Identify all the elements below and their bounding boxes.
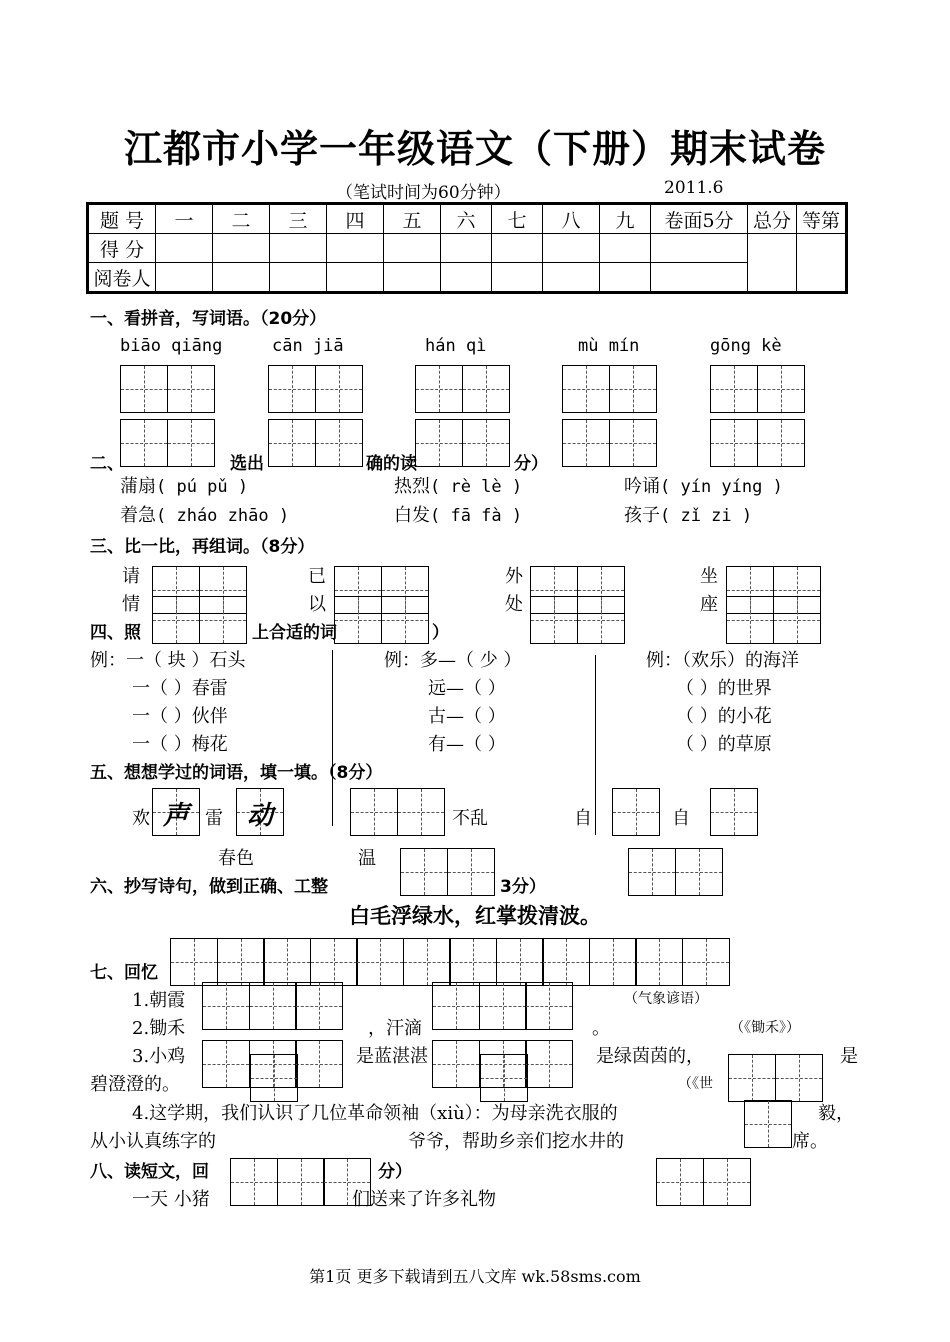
- answer-grid[interactable]: [415, 365, 510, 413]
- idiom-grid[interactable]: [236, 788, 284, 836]
- recall-line: 是绿茵茵的，: [596, 1046, 704, 1067]
- score-cell[interactable]: [492, 234, 543, 263]
- grader-cell[interactable]: [441, 263, 492, 292]
- idiom-char: 自: [574, 808, 592, 829]
- section-8-heading-part: 分）: [378, 1162, 412, 1182]
- idiom-char: 欢: [132, 808, 150, 829]
- fill-item[interactable]: 有—（ ）: [428, 734, 506, 755]
- recall-line: 2.锄禾: [132, 1018, 186, 1039]
- compare-char: 外: [505, 566, 523, 587]
- col-header: 二: [213, 205, 270, 234]
- fill-example: 例：一（ 块 ）石头: [90, 650, 246, 671]
- answer-grid[interactable]: [530, 596, 625, 644]
- idiom-char: 温: [358, 848, 376, 869]
- grader-cell[interactable]: [543, 263, 600, 292]
- idiom-grid[interactable]: [710, 788, 758, 836]
- row-header: 得 分: [89, 234, 156, 263]
- fill-item[interactable]: 一（ ）梅花: [132, 734, 228, 755]
- score-cell[interactable]: [213, 234, 270, 263]
- word: 孩子: [624, 505, 660, 526]
- col-header: 四: [327, 205, 384, 234]
- score-header-row: [89, 205, 846, 234]
- fill-example: 例：多—（ 少 ）: [384, 650, 522, 671]
- section-5-heading: 五、想想学过的词语，填一填。（8分）: [90, 763, 383, 783]
- col-header: 一: [156, 205, 213, 234]
- recall-line: 是: [840, 1046, 858, 1067]
- recall-line: 毅，: [818, 1103, 854, 1124]
- recall-line: 3.小鸡: [132, 1046, 186, 1067]
- recall-grid[interactable]: [202, 982, 343, 1030]
- answer-grid[interactable]: [268, 365, 363, 413]
- source-note: （气象谚语）: [624, 991, 708, 1007]
- recall-line: 是蓝湛湛: [356, 1046, 428, 1067]
- grader-cell[interactable]: [600, 263, 651, 292]
- page-title: 江都市小学一年级语文（下册）期末试卷: [123, 126, 826, 171]
- pinyin-2: cān jiā: [272, 336, 344, 356]
- grader-row: [89, 263, 846, 292]
- grader-cell[interactable]: [651, 263, 748, 292]
- source-note: （《锄禾》）: [730, 1020, 800, 1036]
- section-4-heading: 四、照: [90, 623, 141, 643]
- idiom-char: 春色: [218, 848, 254, 869]
- answer-grid[interactable]: [726, 596, 821, 644]
- col-header: 等第: [797, 205, 846, 234]
- recall-grid[interactable]: [744, 1100, 792, 1148]
- idiom-grid[interactable]: [400, 848, 495, 896]
- compare-char: 已: [308, 566, 326, 587]
- compare-char: 座: [700, 594, 718, 615]
- compare-char: 请: [122, 566, 140, 587]
- answer-grid[interactable]: [334, 596, 429, 644]
- compare-char: 坐: [700, 566, 718, 587]
- fill-item[interactable]: （ ）的世界: [676, 678, 772, 699]
- score-cell[interactable]: [270, 234, 327, 263]
- given-char: 动: [246, 801, 273, 831]
- grader-cell[interactable]: [156, 263, 213, 292]
- section-4-heading-part: ）: [432, 623, 449, 643]
- section-2-heading-part: 选出: [230, 454, 264, 474]
- choice-word: [394, 472, 522, 498]
- recall-grid[interactable]: [480, 1054, 528, 1102]
- score-cell[interactable]: [651, 234, 748, 263]
- word: 吟诵: [624, 476, 660, 497]
- answer-grid[interactable]: [710, 419, 805, 467]
- section-6-heading: 六、抄写诗句，做到正确、工整: [90, 877, 328, 897]
- word: 热烈: [394, 476, 430, 497]
- total-cell[interactable]: [748, 234, 797, 292]
- choice-options[interactable]: ( fā fà ): [430, 506, 523, 526]
- answer-grid[interactable]: [562, 365, 657, 413]
- answer-grid[interactable]: [415, 419, 510, 467]
- score-table: [88, 204, 846, 292]
- row-header: 阅卷人: [89, 263, 156, 292]
- col-header: 六: [441, 205, 492, 234]
- col-header: 八: [543, 205, 600, 234]
- choice-options[interactable]: ( pú pǔ ): [156, 477, 249, 497]
- grader-cell[interactable]: [492, 263, 543, 292]
- section-4-heading-part: 上合适的词: [252, 623, 337, 643]
- answer-grid[interactable]: [710, 365, 805, 413]
- recall-line: 1.朝霞: [132, 990, 186, 1011]
- idiom-grid[interactable]: [152, 788, 200, 836]
- grader-cell[interactable]: [270, 263, 327, 292]
- idiom-char: 不乱: [452, 808, 488, 829]
- choice-options[interactable]: ( zháo zhāo ): [156, 506, 290, 526]
- column-divider: [595, 655, 596, 835]
- section-2-heading-part: 分）: [514, 454, 548, 474]
- section-1-heading: 一、看拼音，写词语。（20分）: [90, 309, 327, 329]
- section-2-heading: 二、: [90, 454, 124, 474]
- score-cell[interactable]: [441, 234, 492, 263]
- col-header: 九: [600, 205, 651, 234]
- score-cell[interactable]: [156, 234, 213, 263]
- answer-grid[interactable]: [230, 1158, 371, 1206]
- idiom-grid[interactable]: [350, 788, 445, 836]
- score-cell[interactable]: [384, 234, 441, 263]
- choice-word: [624, 472, 783, 498]
- idiom-char: 雷: [205, 808, 223, 829]
- given-char: 声: [162, 801, 189, 831]
- section-2-heading-part: 确的读: [366, 454, 417, 474]
- passage-line: 一天 小猪: [132, 1189, 210, 1210]
- idiom-grid[interactable]: [612, 788, 660, 836]
- fill-item[interactable]: 古—（ ）: [428, 706, 506, 727]
- recall-line: 碧澄澄的。: [90, 1074, 180, 1095]
- word: 白发: [394, 505, 430, 526]
- copy-grid[interactable]: [170, 938, 730, 986]
- answer-grid[interactable]: [562, 419, 657, 467]
- choice-options[interactable]: ( zǐ zi ): [660, 506, 753, 526]
- col-header: 五: [384, 205, 441, 234]
- grader-cell[interactable]: [213, 263, 270, 292]
- source-note: （《世: [678, 1076, 713, 1092]
- col-header: 总分: [748, 205, 797, 234]
- poem-line: 白毛浮绿水，红掌拨清波。: [349, 904, 601, 928]
- page-footer: 第1页 更多下载请到五八文库 wk.58sms.com: [309, 1267, 641, 1286]
- recall-grid[interactable]: [728, 1054, 823, 1102]
- fill-item[interactable]: （ ）的草原: [676, 734, 772, 755]
- recall-line: 。: [592, 1018, 610, 1039]
- choice-options[interactable]: ( rè lè ): [430, 477, 523, 497]
- grade-cell[interactable]: [797, 234, 846, 292]
- col-header: 三: [270, 205, 327, 234]
- pinyin-5: gōng kè: [710, 336, 782, 356]
- pinyin-3: hán qì: [425, 336, 487, 356]
- idiom-grid[interactable]: [628, 848, 723, 896]
- recall-line: ，汗滴: [368, 1018, 422, 1039]
- time-note: （笔试时间为60分钟）: [336, 183, 511, 203]
- passage-line: 们送来了许多礼物: [352, 1189, 496, 1210]
- word: 着急: [120, 505, 156, 526]
- col-header: 七: [492, 205, 543, 234]
- answer-grid[interactable]: [120, 365, 215, 413]
- recall-line: 爷爷，帮助乡亲们挖水井的: [408, 1131, 624, 1152]
- grader-cell[interactable]: [384, 263, 441, 292]
- choice-word: [120, 501, 289, 527]
- choice-word: [120, 472, 248, 498]
- recall-grid[interactable]: [432, 982, 573, 1030]
- section-7-heading: 七、回忆: [90, 963, 158, 983]
- fill-item[interactable]: （ ）的小花: [676, 706, 772, 727]
- score-cell[interactable]: [600, 234, 651, 263]
- recall-line: 从小认真练字的: [90, 1131, 216, 1152]
- score-row: [89, 234, 846, 263]
- recall-line: 席。: [792, 1131, 828, 1152]
- choice-word: [394, 501, 522, 527]
- answer-grid[interactable]: [152, 596, 247, 644]
- compare-char: 以: [308, 594, 326, 615]
- section-3-heading: 三、比一比，再组词。（8分）: [90, 537, 315, 557]
- choice-options[interactable]: ( yín yíng ): [660, 477, 783, 497]
- grader-cell[interactable]: [327, 263, 384, 292]
- choice-word: [624, 501, 752, 527]
- pinyin-4: mù mín: [578, 336, 640, 356]
- fill-item[interactable]: 一（ ）春雷: [132, 678, 228, 699]
- fill-item[interactable]: 远—（ ）: [428, 678, 506, 699]
- answer-grid[interactable]: [268, 419, 363, 467]
- recall-line: 4.这学期，我们认识了几位革命领袖（xiù）：为母亲洗衣服的: [132, 1103, 618, 1124]
- fill-item[interactable]: 一（ ）伙伴: [132, 706, 228, 727]
- score-cell[interactable]: [327, 234, 384, 263]
- compare-char: 处: [505, 594, 523, 615]
- column-divider: [332, 650, 333, 826]
- word: 蒲扇: [120, 476, 156, 497]
- pinyin-1: biāo qiāng: [120, 336, 223, 356]
- section-6-heading-part: 3分）: [500, 877, 546, 897]
- recall-grid[interactable]: [250, 1054, 298, 1102]
- fill-example: 例：（欢乐）的海洋: [646, 650, 799, 671]
- answer-grid[interactable]: [120, 419, 215, 467]
- section-8-heading: 八、读短文，回: [90, 1162, 209, 1182]
- answer-grid[interactable]: [656, 1158, 751, 1206]
- col-header: 题 号: [89, 205, 156, 234]
- score-cell[interactable]: [543, 234, 600, 263]
- exam-date: 2011.6: [664, 178, 724, 198]
- idiom-char: 自: [672, 808, 690, 829]
- compare-char: 情: [122, 594, 140, 615]
- col-header: 卷面5分: [651, 205, 748, 234]
